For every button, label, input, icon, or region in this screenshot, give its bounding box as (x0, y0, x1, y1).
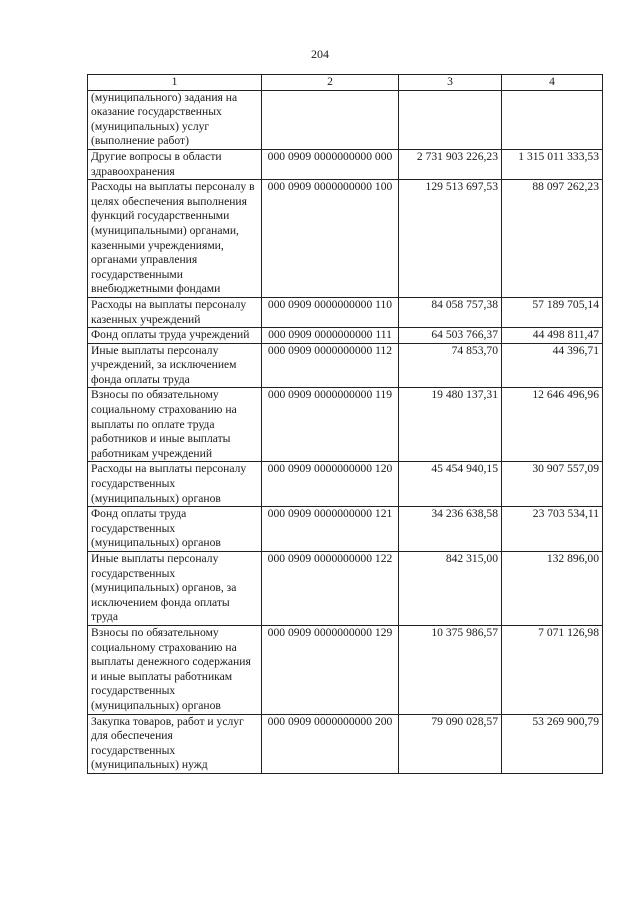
row-name: Расходы на выплаты персоналу казенных учреждений (88, 297, 262, 327)
row-name: Расходы на выплаты персоналу государственных (муниципальных) органов (88, 462, 262, 507)
row-value-col3: 2 731 903 226,23 (399, 149, 502, 179)
row-code: 000 0909 0000000000 200 (262, 714, 399, 773)
row-code: 000 0909 0000000000 000 (262, 149, 399, 179)
table-row (88, 462, 603, 507)
header-col-4: 4 (502, 75, 603, 91)
row-value-col3: 74 853,70 (399, 343, 502, 388)
row-code: 000 0909 0000000000 129 (262, 625, 399, 714)
row-code: 000 0909 0000000000 122 (262, 552, 399, 626)
row-value-col4: 12 646 496,96 (502, 388, 603, 462)
table-row (88, 328, 603, 344)
table-row (88, 180, 603, 298)
budget-table (87, 74, 603, 774)
table-row (88, 625, 603, 714)
row-code: 000 0909 0000000000 111 (262, 328, 399, 344)
row-name: Взносы по обязательному социальному страхованию на выплаты по оплате труда работников и иные выплаты работникам учреждений (88, 388, 262, 462)
row-value-col3: 45 454 940,15 (399, 462, 502, 507)
row-name: Взносы по обязательному социальному страхованию на выплаты денежного содержания и иные выплаты работникам государственных (муниципальных) органов (88, 625, 262, 714)
header-col-3: 3 (399, 75, 502, 91)
table-row (88, 714, 603, 773)
row-name: Другие вопросы в области здравоохранения (88, 149, 262, 179)
row-value-col4: 23 703 534,11 (502, 507, 603, 552)
header-col-2: 2 (262, 75, 399, 91)
row-value-col4: 57 189 705,14 (502, 297, 603, 327)
header-row (88, 75, 603, 91)
row-code: 000 0909 0000000000 112 (262, 343, 399, 388)
row-value-col4: 44 396,71 (502, 343, 603, 388)
row-name: Фонд оплаты труда учреждений (88, 328, 262, 344)
row-value-col4: 88 097 262,23 (502, 180, 603, 298)
row-value-col3: 79 090 028,57 (399, 714, 502, 773)
row-name: (муниципального) задания на оказание государственных (муниципальных) услуг (выполнение работ) (88, 90, 262, 149)
row-code: 000 0909 0000000000 100 (262, 180, 399, 298)
row-value-col4: 30 907 557,09 (502, 462, 603, 507)
row-value-col3: 10 375 986,57 (399, 625, 502, 714)
table-row (88, 297, 603, 327)
row-value-col3: 84 058 757,38 (399, 297, 502, 327)
table-row (88, 90, 603, 149)
row-name: Иные выплаты персоналу государственных (муниципальных) органов, за исключением фонда оплаты труда (88, 552, 262, 626)
row-value-col4: 7 071 126,98 (502, 625, 603, 714)
row-code: 000 0909 0000000000 119 (262, 388, 399, 462)
row-value-col3 (399, 90, 502, 149)
row-code (262, 90, 399, 149)
row-name: Иные выплаты персоналу учреждений, за исключением фонда оплаты труда (88, 343, 262, 388)
row-value-col4: 53 269 900,79 (502, 714, 603, 773)
row-value-col3: 129 513 697,53 (399, 180, 502, 298)
page-number: 204 (311, 47, 329, 61)
table-row (88, 343, 603, 388)
row-value-col3: 64 503 766,37 (399, 328, 502, 344)
table-row (88, 507, 603, 552)
table-row (88, 388, 603, 462)
row-code: 000 0909 0000000000 110 (262, 297, 399, 327)
row-code: 000 0909 0000000000 121 (262, 507, 399, 552)
header-col-1: 1 (88, 75, 262, 91)
row-name: Фонд оплаты труда государственных (муниципальных) органов (88, 507, 262, 552)
row-value-col3: 842 315,00 (399, 552, 502, 626)
row-name: Расходы на выплаты персоналу в целях обеспечения выполнения функций государственными (муниципальными) органами, казенными учреждениями, органами управления государственными внебюджетными фондами (88, 180, 262, 298)
row-value-col4 (502, 90, 603, 149)
row-value-col4: 1 315 011 333,53 (502, 149, 603, 179)
row-name: Закупка товаров, работ и услуг для обеспечения государственных (муниципальных) нужд (88, 714, 262, 773)
row-code: 000 0909 0000000000 120 (262, 462, 399, 507)
table-row (88, 552, 603, 626)
table-row (88, 149, 603, 179)
row-value-col3: 34 236 638,58 (399, 507, 502, 552)
row-value-col4: 132 896,00 (502, 552, 603, 626)
row-value-col4: 44 498 811,47 (502, 328, 603, 344)
row-value-col3: 19 480 137,31 (399, 388, 502, 462)
